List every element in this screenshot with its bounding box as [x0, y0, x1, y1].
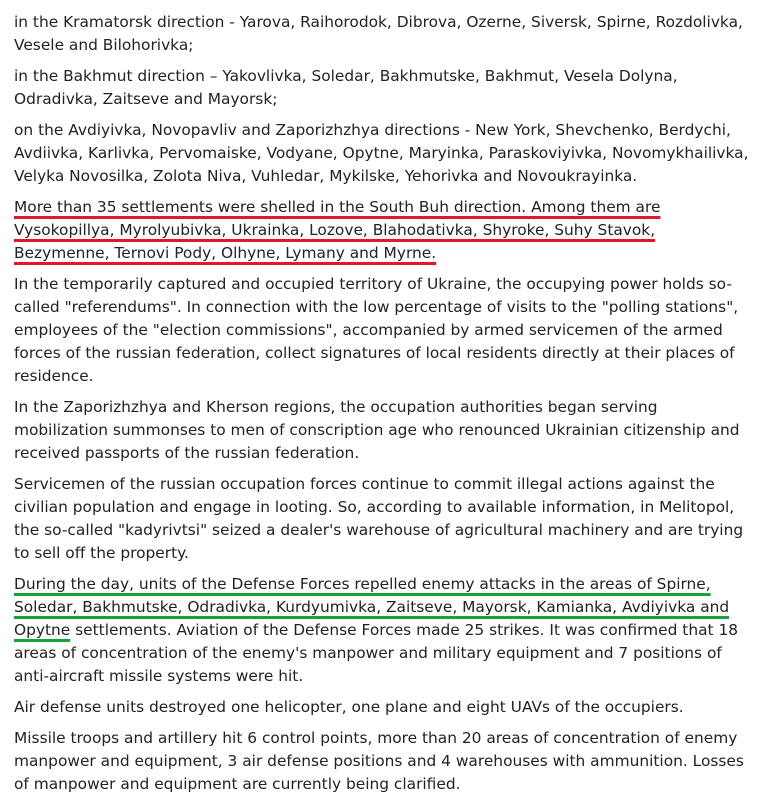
paragraph-mobilization: In the Zaporizhzhya and Kherson regions, the occupation authorities began serving mobilization summonses to men of conscription age who renounced Ukrainian citizenship and received passports of the russian federation. [14, 398, 740, 462]
article-body [14, 11, 754, 804]
paragraph-looting: Servicemen of the russian occupation forces continue to commit illegal actions against the civilian population and engage in looting. So, according to available information, in Melitopol, the so-called "kadyrivtsi" seized a dealer's warehouse of agricultural machinery and are trying to sell off the property. [14, 475, 744, 562]
paragraph-missile-troops: Missile troops and artillery hit 6 control points, more than 20 areas of concentration of enemy manpower and equipment, 3 air defense positions and 4 warehouses with ammunition. Losses of manpower and equipment are currently being clarified. [14, 729, 744, 793]
paragraph-south-buh-shelling [14, 196, 754, 265]
paragraph-air-defense: Air defense units destroyed one helicopter, one plane and eight UAVs of the occupiers. [14, 698, 684, 716]
paragraph-bakhmut-direction: in the Bakhmut direction – Yakovlivka, Soledar, Bakhmutske, Bakhmut, Vesela Dolyna, Odradivka, Zaitseve and Mayorsk; [14, 67, 678, 108]
paragraph-referendums: In the temporarily captured and occupied territory of Ukraine, the occupying power holds so-called "referendums". In connection with the low percentage of visits to the "polling stations", employees of the "election commissions", accompanied by armed servicemen of the armed forces of the russian federation, collect signatures of local residents directly at their places of residence. [14, 275, 739, 385]
paragraph-defense-forces [14, 573, 754, 688]
paragraph-avdiyivka-direction: on the Avdiyivka, Novopavliv and Zaporizhzhya directions - New York, Shevchenko, Berdychi, Avdiivka, Karlivka, Pervomaiske, Vodyane, Opytne, Maryinka, Paraskoviyivka, Novomykhailivka, Velyka Novosilka, Zolota Niva, Vuhledar, Mykilske, Yehorivka and Novoukrayinka. [14, 121, 749, 185]
red-underline-highlight: More than 35 settlements were shelled in the South Buh direction. Among them are Vysokopillya, Myrolyubivka, Ukrainka, Lozove, Blahodativka, Shyroke, Suhy Stavok, Bezymenne, Ternovi Pody, Olhyne, Lymany and Myrne. [14, 198, 661, 262]
green-underline-highlight: During the day, units of the Defense Forces repelled enemy attacks in the areas of Spirne, Soledar, Bakhmutske, Odradivka, Kurdyumivka, Zaitseve, Mayorsk, Kamianka, Avdiyivka and Opytne [14, 575, 730, 639]
paragraph-kramatorsk-direction: in the Kramatorsk direction - Yarova, Raihorodok, Dibrova, Ozerne, Siversk, Spirne, Rozdolivka, Vesele and Bilohorivka; [14, 13, 743, 54]
paragraph-defense-forces-rest: settlements. Aviation of the Defense Forces made 25 strikes. It was confirmed that 18 areas of concentration of the enemy's manpower and military equipment and 7 positions of anti-aircraft missile systems were hit. [14, 621, 739, 685]
